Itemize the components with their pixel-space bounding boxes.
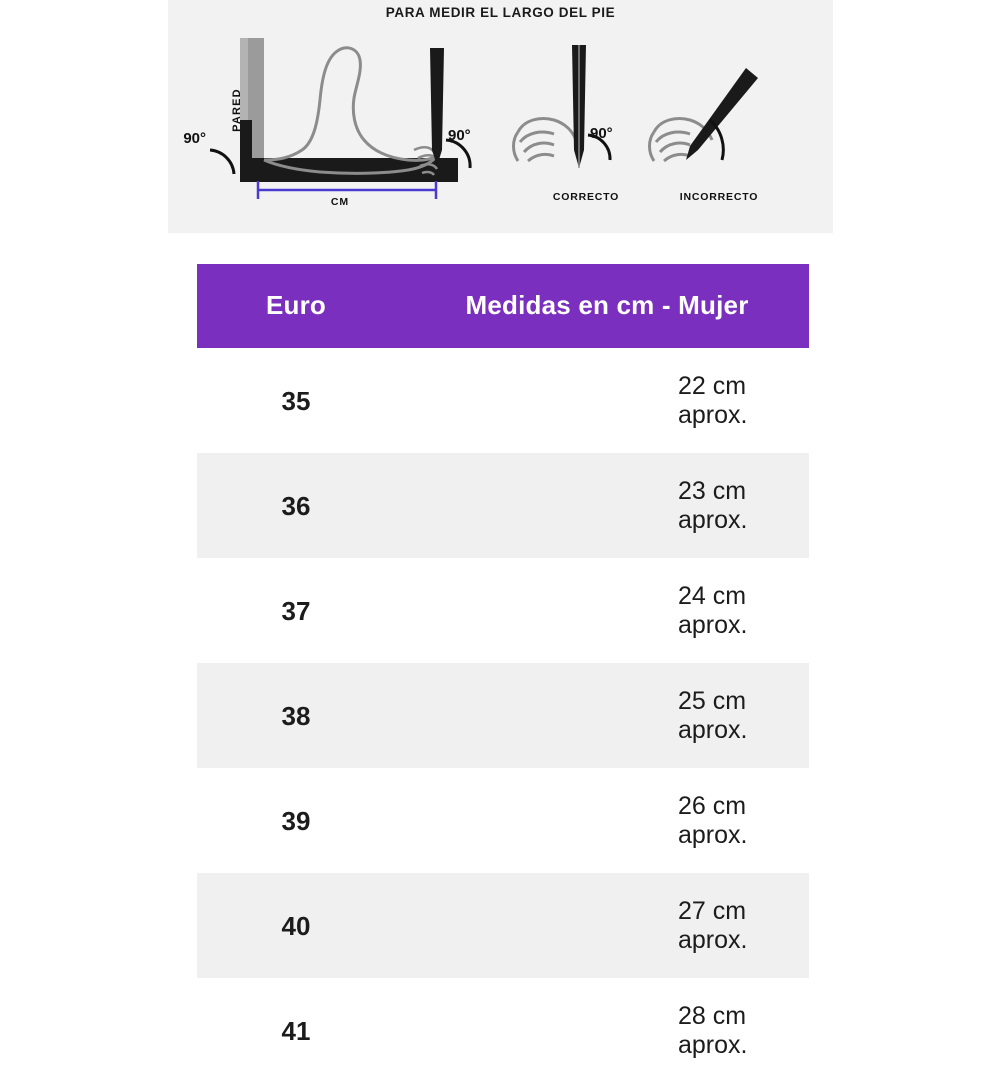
- cell-cm-measure: 23 cm aprox.: [395, 453, 809, 558]
- cell-euro-size: 40: [197, 873, 395, 978]
- cell-euro-size: 35: [197, 348, 395, 453]
- table-row: [197, 558, 809, 663]
- cell-euro-size: 37: [197, 558, 395, 663]
- cell-cm-measure: 28 cm aprox.: [395, 978, 809, 1083]
- cell-cm-measure: 26 cm aprox.: [395, 768, 809, 873]
- column-header-euro: Euro: [197, 264, 395, 348]
- column-header-medidas: Medidas en cm - Mujer: [395, 264, 809, 348]
- cm-unit-label: CM: [330, 196, 350, 208]
- correcto-label: CORRECTO: [552, 191, 620, 203]
- table-row: [197, 978, 809, 1083]
- angle-correct-label: 90°: [590, 125, 613, 142]
- table-row: [197, 663, 809, 768]
- cell-cm-measure: 27 cm aprox.: [395, 873, 809, 978]
- table-header-row: [197, 264, 809, 348]
- table-head: [197, 264, 809, 348]
- foot-outline: [264, 48, 436, 173]
- cell-euro-size: 36: [197, 453, 395, 558]
- angle-arc-left: [210, 150, 234, 174]
- cell-cm-measure: 25 cm aprox.: [395, 663, 809, 768]
- table-row: [197, 768, 809, 873]
- correct-hand-shape: [514, 119, 577, 162]
- cell-cm-measure: 24 cm aprox.: [395, 558, 809, 663]
- cell-euro-size: 38: [197, 663, 395, 768]
- wall-label: PARED: [231, 88, 243, 132]
- cell-euro-size: 41: [197, 978, 395, 1083]
- incorrecto-label: INCORRECTO: [679, 191, 759, 203]
- marker-right-shape: [430, 48, 444, 166]
- table-row: [197, 453, 809, 558]
- angle-right-label: 90°: [448, 127, 471, 144]
- cell-euro-size: 39: [197, 768, 395, 873]
- table-row: [197, 348, 809, 453]
- table-body: [197, 348, 809, 1083]
- cell-cm-measure: 22 cm aprox.: [395, 348, 809, 453]
- diagram-title: PARA MEDIR EL LARGO DEL PIE: [385, 5, 616, 20]
- angle-left-label: 90°: [183, 130, 206, 147]
- table-row: [197, 873, 809, 978]
- measure-instructions-panel: [168, 0, 833, 233]
- foot-measuring-diagram: [168, 0, 833, 233]
- size-chart-table: [197, 264, 809, 1083]
